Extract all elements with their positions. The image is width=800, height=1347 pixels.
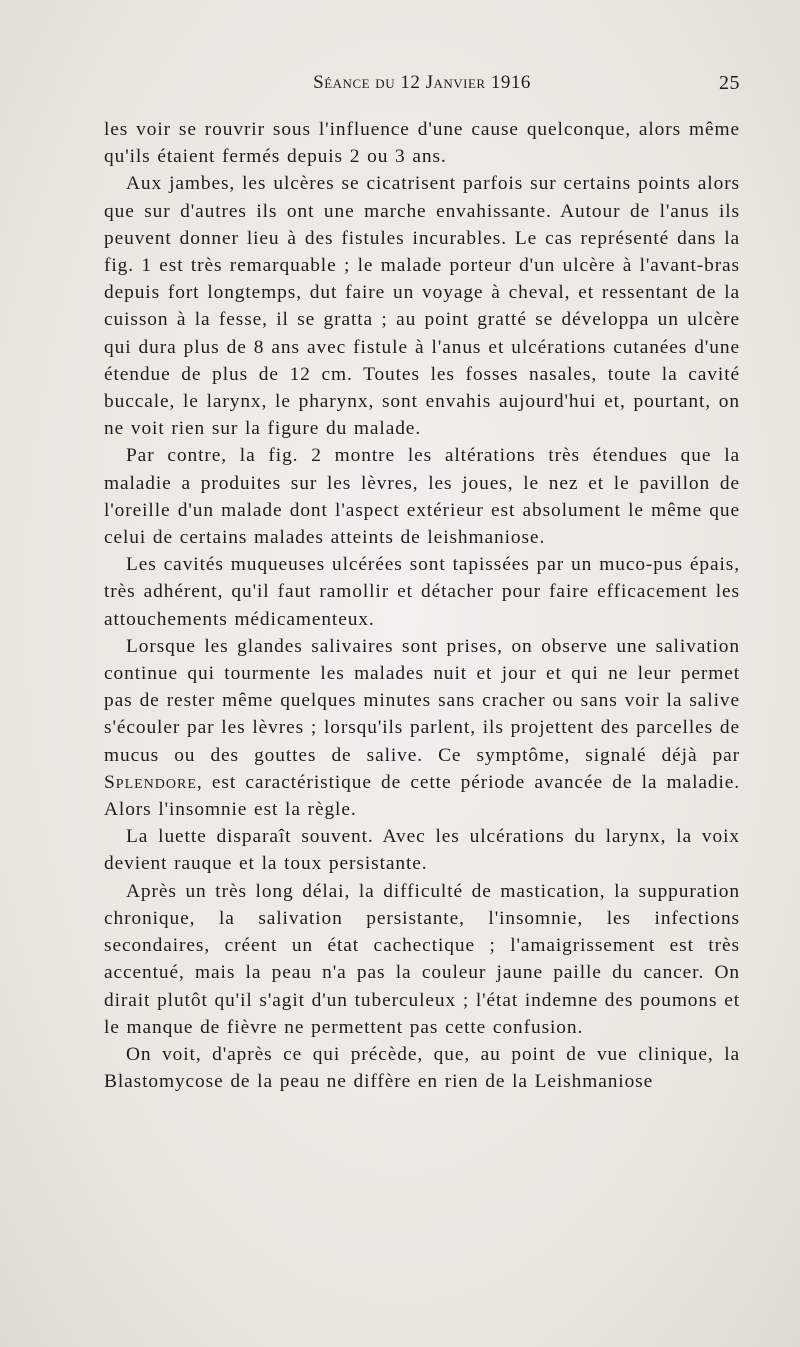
cited-author: Splendore	[104, 771, 197, 793]
paragraph-6: La luette disparaît souvent. Avec les ulcérations du larynx, la voix devient rauque et la toux persistante.	[104, 826, 740, 875]
paragraph-7: Après un très long délai, la difficulté de mastication, la suppuration chronique, la salivation persistante, l'insomnie, les infections secondaires, créent un état cachectique ; l'amaigrissement est très accentué, mais la peau n'a pas la couleur jaune paille du cancer. On dirait plutôt qu'il s'agit d'un tuberculeux ; l'état indemne des poumons et le manque de fièvre ne permettent pas cette confusion.	[104, 880, 740, 1038]
paragraph-1: les voir se rouvrir sous l'influence d'une cause quelconque, alors même qu'ils étaient fermés depuis 2 ou 3 ans.	[104, 119, 740, 168]
paragraph-8: On voit, d'après ce qui précède, que, au point de vue clinique, la Blastomycose de la peau ne diffère en rien de la Leishmaniose	[104, 1043, 740, 1093]
running-head: Séance du 12 Janvier 1916	[313, 72, 531, 93]
paragraph-2: Aux jambes, les ulcères se cicatrisent parfois sur certains points alors que sur d'autres ils ont une marche envahissante. Autour de l'anus ils peuvent donner lieu à des fistules incurables. Le cas représenté dans la fig. 1 est très remarquable ; le malade porteur d'un ulcère à l'avant-bras depuis fort longtemps, dut faire un voyage à cheval, et ressentant de la cuisson à la fesse, il se gratta ; au point gratté se développa un ulcère qui dura plus de 8 ans avec fistule à l'anus et ulcérations cutanées d'une étendue de plus de 12 cm. Toutes les fosses nasales, toute la cavité buccale, le larynx, le pharynx, sont envahis aujourd'hui et, pourtant, on ne voit rien sur la figure du malade.	[104, 173, 740, 440]
paragraph-5	[104, 633, 740, 823]
body-text	[104, 116, 740, 1095]
paragraph-5-text-before: Lorsque les glandes salivaires sont prises, on observe une salivation continue qui tourmente les malades nuit et jour et qui ne leur permet pas de rester même quelques minutes sans cracher ou sans voir la salive s'écouler par les lèvres ; lorsqu'ils parlent, ils projettent des parcelles de mucus ou des gouttes de salive. Ce symptôme, signalé déjà par	[104, 635, 740, 766]
page-number: 25	[719, 72, 740, 94]
paragraph-3: Par contre, la fig. 2 montre les altérations très étendues que la maladie a produites sur les lèvres, les joues, le nez et le pavillon de l'oreille d'un malade dont l'aspect extérieur est absolument le même que celui de certains malades atteints de leishmaniose.	[104, 445, 740, 549]
paragraph-5-text-after: , est caractéristique de cette période avancée de la maladie. Alors l'insomnie est la règle.	[104, 771, 740, 821]
paragraph-4: Les cavités muqueuses ulcérées sont tapissées par un muco-pus épais, très adhérent, qu'il faut ramollir et détacher pour faire efficacement les attouchements médicamenteux.	[104, 554, 740, 630]
page-header	[104, 70, 740, 100]
